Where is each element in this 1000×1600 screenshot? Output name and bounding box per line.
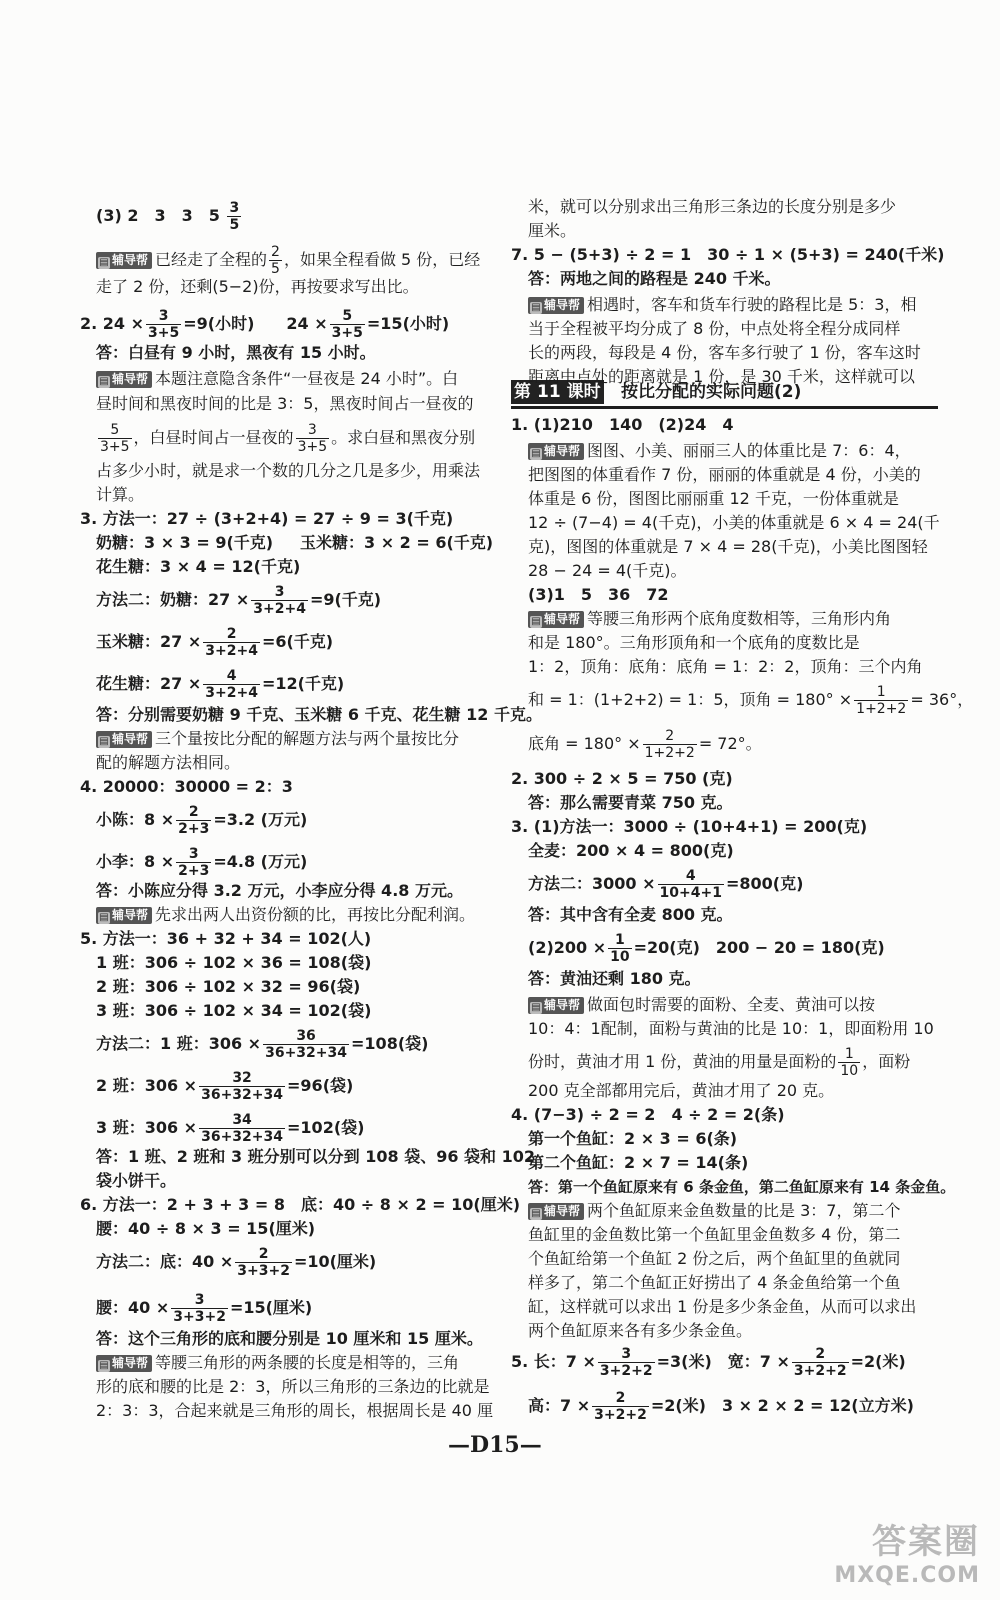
help-note-line: 厘米。 [528, 221, 577, 240]
help-note-line: 份时，黄油才用 1 份，黄油的用量是面粉的 $\frac{1}{10}$ ，面粉 [528, 1046, 911, 1079]
answer-line: 小李：8 × $\frac{3}{2+3}$ =4.8 (万元) [96, 846, 308, 879]
fraction: $\frac{3}{5}$ [229, 200, 240, 233]
answer: 答：1 班、2 班和 3 班分别可以分到 108 袋、96 袋和 102 [96, 1147, 536, 1166]
book-icon: ▤ [99, 912, 109, 923]
help-tag: ▤ 辅导帮 [96, 731, 152, 748]
fraction: $\frac{1}{10}$ [840, 1046, 859, 1079]
question-4: 4. (7−3) ÷ 2 = 2 4 ÷ 2 = 2(条) [511, 1105, 785, 1124]
answer-line: 腰：40 ÷ 8 × 3 = 15(厘米) [96, 1219, 316, 1238]
lesson-title: 按比分配的实际问题(2) [621, 382, 802, 402]
answer: 答：第一个鱼缸原来有 6 条金鱼，第二鱼缸原来有 14 条金鱼。 [528, 1178, 956, 1196]
help-note-line: 200 克全部都用完后，黄油才用了 20 克。 [528, 1081, 835, 1100]
answer: 答：两地之间的路程是 240 千米。 [528, 269, 781, 288]
fraction: $\frac{3}{3+3+2}$ [173, 1292, 226, 1325]
help-note-line: 缸，这样就可以求出 1 份是多少条金鱼，从而可以求出 [528, 1297, 917, 1316]
question-7: 7. 5 − (5+3) ÷ 2 = 1 30 ÷ 1 × (5+3) = 240(千米) [511, 245, 945, 264]
help-note-line: 长的两段，每段是 4 份，客车多行驶了 1 份，客车这时 [528, 343, 921, 362]
answer-line: 全麦：200 × 4 = 800(克) [528, 841, 734, 860]
book-icon: ▤ [531, 448, 541, 459]
help-note-line: 米，就可以分别求出三角形三条边的长度分别是多少 [528, 197, 897, 216]
help-note-line: 2：3：3，合起来就是三角形的周长，根据周长是 40 厘 [96, 1401, 494, 1420]
answer-line: 3 班：306 × $\frac{34}{36+32+34}$ =102(袋) [96, 1112, 365, 1145]
question-1: 1. (1)210 140 (2)24 4 [511, 415, 734, 434]
book-icon: ▤ [531, 616, 541, 627]
answer-line: (3) 2 3 3 5 $\frac{3}{5}$ [96, 200, 240, 233]
answer: 答：分别需要奶糖 9 千克、玉米糖 6 千克、花生糖 12 千克。 [96, 705, 542, 724]
help-note-line: 形的底和腰的比是 2：3，所以三角形的三条边的比就是 [96, 1377, 490, 1396]
answer-line: 小陈：8 × $\frac{2}{2+3}$ =3.2 (万元) [96, 804, 308, 837]
help-note-line: 占多少小时，就是求一个数的几分之几是多少，用乘法 [96, 461, 481, 480]
help-note: ▤ 辅导帮 两个鱼缸原来金鱼数量的比是 3：7，第二个 [528, 1200, 900, 1222]
answer-line: (3)1 5 36 72 [528, 585, 669, 604]
help-note-line: 12 ÷ (7−4) = 4(千克)，小美的体重就是 6 × 4 = 24(千 [528, 513, 940, 532]
book-icon: ▤ [99, 736, 109, 747]
question-5: 5. 方法一：36 + 32 + 34 = 102(人) [80, 929, 372, 948]
help-tag: ▤ 辅导帮 [528, 611, 584, 628]
help-note: ▤ 辅导帮 先求出两人出资份额的比，再按比分配利润。 [96, 904, 475, 926]
help-note-line: 体重是 6 份，图图比丽丽重 12 千克，一份体重就是 [528, 489, 899, 508]
fraction: $\frac{2}{2+3}$ [178, 804, 210, 837]
help-tag: ▤ 辅导帮 [528, 1203, 584, 1220]
fraction: $\frac{5}{3+5}$ [331, 308, 363, 341]
help-note-line: 和是 180°。三角形顶角和一个底角的度数比是 [528, 633, 860, 652]
help-note: ▤ 辅导帮 等腰三角形两个底角度数相等，三角形内角 [528, 608, 891, 630]
help-tag: ▤ 辅导帮 [528, 443, 584, 460]
fraction: $\frac{4}{3+2+4}$ [205, 668, 258, 701]
help-note-line: 28 − 24 = 4(千克)。 [528, 561, 687, 580]
answer-line: 奶糖：3 × 3 = 9(千克) [96, 533, 274, 552]
answer-line: 方法二：奶糖：27 × $\frac{3}{3+2+4}$ =9(千克) [96, 584, 382, 617]
book-icon: ▤ [99, 257, 109, 268]
answer-line: 1 班：306 ÷ 102 × 36 = 108(袋) [96, 953, 372, 972]
answer-line: 高：7 × $\frac{2}{3+2+2}$ =2(米) 3 × 2 × 2 = 12(立方米) [528, 1390, 914, 1423]
book-icon: ▤ [99, 376, 109, 387]
help-note: ▤ 辅导帮 相遇时，客车和货车行驶的路程比是 5：3，相 [528, 294, 916, 316]
fraction: $\frac{2}{3+3+2}$ [237, 1246, 290, 1279]
help-note-line: 配的解题方法相同。 [96, 753, 241, 772]
question-5: 5. 长：7 × $\frac{3}{3+2+2}$ =3(米) 宽：7 × $\frac{2}{3+2+2}$ =2(米) [511, 1346, 906, 1379]
fraction: $\frac{2}{3+2+4}$ [205, 626, 258, 659]
fraction: $\frac{2}{3+2+2}$ [793, 1346, 847, 1379]
help-note-line: 两个鱼缸原来各有多少条金鱼。 [528, 1321, 753, 1340]
fraction: $\frac{3}{3+5}$ [148, 308, 180, 341]
book-icon: ▤ [99, 1360, 109, 1371]
fraction: $\frac{2}{1+2+2}$ [644, 728, 695, 761]
help-note: ▤ 辅导帮 等腰三角形的两条腰的长度是相等的，三角 [96, 1352, 459, 1374]
help-note: ▤ 辅导帮 三个量按比分配的解题方法与两个量按比分 [96, 728, 459, 750]
fraction: $\frac{1}{10}$ [610, 932, 630, 965]
fraction: $\frac{2}{3+2+2}$ [594, 1390, 647, 1423]
answer-line: 花生糖：3 × 4 = 12(千克) [96, 557, 301, 576]
fraction: $\frac{34}{36+32+34}$ [201, 1112, 284, 1145]
question-6: 6. 方法一：2 + 3 + 3 = 8 底：40 ÷ 8 × 2 = 10(厘米) [80, 1195, 521, 1214]
answer-line: 第二个鱼缸：2 × 7 = 14(条) [528, 1153, 749, 1172]
lesson-badge: 第 11 课时 [511, 380, 604, 404]
answer-line: 袋小饼干。 [96, 1171, 177, 1190]
answer: 答：黄油还剩 180 克。 [528, 969, 701, 988]
help-note-line: 鱼缸里的金鱼数比第一个鱼缸里金鱼数多 4 份，第二 [528, 1225, 901, 1244]
help-note-line: $\frac{5}{3+5}$ ，白昼时间占一昼夜的 $\frac{3}{3+5}$ 。求白昼和黑夜分别 [100, 422, 476, 455]
help-tag: ▤ 辅导帮 [96, 1355, 152, 1372]
answer: 答：这个三角形的底和腰分别是 10 厘米和 15 厘米。 [96, 1329, 483, 1348]
question-3: 3. 方法一：27 ÷ (3+2+4) = 27 ÷ 9 = 3(千克) [80, 509, 454, 528]
watermark-url: MXQE.COM [834, 1563, 980, 1588]
answer-line: 玉米糖：3 × 2 = 6(千克) [300, 533, 494, 552]
answer-line: 2 班：306 × $\frac{32}{36+32+34}$ =96(袋) [96, 1070, 354, 1103]
help-note-line: 计算。 [96, 485, 145, 504]
help-note: ▤ 辅导帮 图图、小美、丽丽三人的体重比是 7：6：4， [528, 440, 911, 462]
help-note: ▤ 辅导帮 本题注意隐含条件“一昼夜是 24 小时”。白 [96, 368, 458, 390]
help-note-line: 克)，图图的体重就是 7 × 4 = 28(千克)，小美比图图轻 [528, 537, 928, 556]
fraction: $\frac{36}{36+32+34}$ [265, 1028, 348, 1061]
help-note-line: 10：4：1配制，面粉与黄油的比是 10：1，即面粉用 10 [528, 1019, 934, 1038]
question-2: 2. 24 × $\frac{3}{3+5}$ =9(小时) 24 × $\frac{5}{3+5}$ =15(小时) [80, 308, 450, 341]
help-note-line: 走了 2 份，还剩(5−2)份，再按要求写出比。 [96, 277, 419, 296]
help-note-line: 昼时间和黑夜时间的比是 3：5，黑夜时间占一昼夜的 [96, 394, 474, 413]
answer: 答：那么需要青菜 750 克。 [528, 793, 733, 812]
help-tag: ▤ 辅导帮 [528, 997, 584, 1014]
watermark-logo: 答案圈 [872, 1522, 980, 1562]
answer-line: 2 班：306 ÷ 102 × 32 = 96(袋) [96, 977, 361, 996]
help-note-line: 距离中点处的距离就是 1 份，是 30 千米，这样就可以 [528, 367, 915, 386]
answer: 答：其中含有全麦 800 克。 [528, 905, 733, 924]
question-3: 3. (1)方法一：3000 ÷ (10+4+1) = 200(克) [511, 817, 868, 836]
answer-line: 3 班：306 ÷ 102 × 34 = 102(袋) [96, 1001, 372, 1020]
answer: 答：小陈应分得 3.2 万元，小李应分得 4.8 万元。 [96, 881, 463, 900]
fraction: $\frac{4}{10+4+1}$ [659, 868, 722, 901]
watermark [834, 1514, 980, 1588]
help-note-line: 当于全程被平均分成了 8 份，中点处将全程分成同样 [528, 319, 901, 338]
answer-line: 腰：40 × $\frac{3}{3+3+2}$ =15(厘米) [96, 1292, 313, 1325]
help-tag: ▤ 辅导帮 [96, 371, 152, 388]
fraction: $\frac{3}{3+2+2}$ [599, 1346, 653, 1379]
help-note-line: 把图图的体重看作 7 份，丽丽的体重就是 4 份，小美的 [528, 465, 921, 484]
book-icon: ▤ [531, 302, 541, 313]
fraction: $\frac{3}{3+5}$ [297, 422, 328, 455]
book-icon: ▤ [531, 1208, 541, 1219]
answer-line: 方法二：3000 × $\frac{4}{10+4+1}$ =800(克) [528, 868, 804, 901]
page-number: —D15— [448, 1432, 542, 1458]
answer-line: (2)200 × $\frac{1}{10}$ =20(克) 200 − 20 = 180(克) [528, 932, 885, 965]
help-note-line: 底角 = 180° × $\frac{2}{1+2+2}$ = 72°。 [528, 728, 762, 761]
help-note: ▤ 辅导帮 做面包时需要的面粉、全麦、黄油可以按 [528, 994, 875, 1016]
answer-line: 花生糖：27 × $\frac{4}{3+2+4}$ =12(千克) [96, 668, 345, 701]
help-tag: ▤ 辅导帮 [96, 907, 152, 924]
fraction: $\frac{1}{1+2+2}$ [856, 684, 907, 717]
answer-line: 第一个鱼缸：2 × 3 = 6(条) [528, 1129, 738, 1148]
help-note-line: 样多了，第二个鱼缸正好捞出了 4 条金鱼给第一个鱼 [528, 1273, 901, 1292]
fraction: $\frac{5}{3+5}$ [100, 422, 130, 455]
answer-line: 方法二：1 班：306 × $\frac{36}{36+32+34}$ =108(袋) [96, 1028, 429, 1061]
answer-line: 玉米糖：27 × $\frac{2}{3+2+4}$ =6(千克) [96, 626, 334, 659]
help-note: ▤ 辅导帮 已经走了全程的 $\frac{2}{5}$ ，如果全程看做 5 份，已经 [96, 244, 480, 277]
question-2: 2. 300 ÷ 2 × 5 = 750 (克) [511, 769, 733, 788]
fraction: $\frac{3}{3+2+4}$ [253, 584, 306, 617]
answer: 答：白昼有 9 小时，黑夜有 15 小时。 [96, 343, 376, 362]
help-tag: ▤ 辅导帮 [96, 252, 152, 269]
question-4: 4. 20000：30000 = 2：3 [80, 777, 293, 796]
fraction: $\frac{3}{2+3}$ [178, 846, 210, 879]
help-tag: ▤ 辅导帮 [528, 297, 584, 314]
book-icon: ▤ [531, 1002, 541, 1013]
fraction: $\frac{32}{36+32+34}$ [201, 1070, 284, 1103]
answer-line: 方法二：底：40 × $\frac{2}{3+3+2}$ =10(厘米) [96, 1246, 377, 1279]
help-note-line: 和 = 1：(1+2+2) = 1：5，顶角 = 180° × $\frac{1}{1+2+2}$ = 36°， [528, 684, 974, 717]
help-note-line: 1：2，顶角：底角：底角 = 1：2：2，顶角：三个内角 [528, 657, 923, 676]
help-note-line: 个鱼缸给第一个鱼缸 2 份之后，两个鱼缸里的鱼就同 [528, 1249, 901, 1268]
fraction: $\frac{2}{5}$ [271, 244, 280, 277]
